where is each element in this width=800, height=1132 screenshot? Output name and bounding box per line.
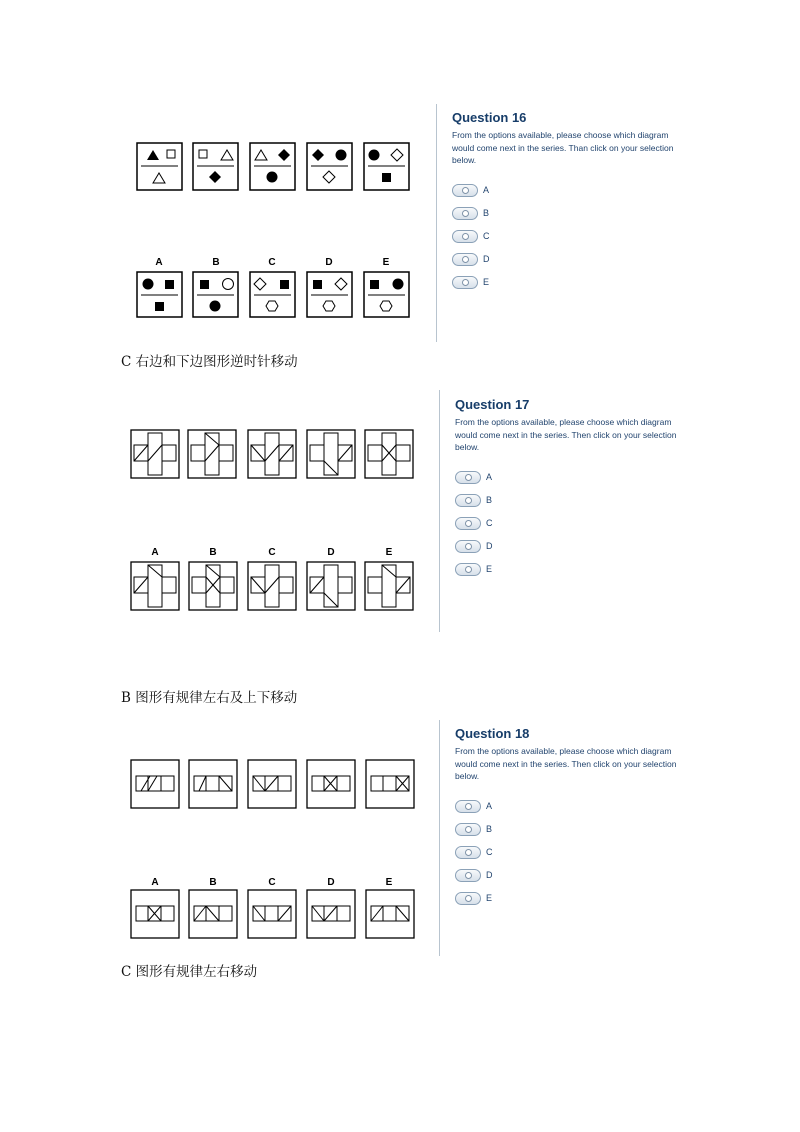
q18-opt-cell-d <box>307 890 355 938</box>
radio-dot-icon <box>462 187 469 194</box>
q18-seq-cell-4 <box>307 760 355 808</box>
q18-title: Question 18 <box>455 726 530 741</box>
q16-opt-label-d: D <box>325 257 333 268</box>
q18-divider <box>439 720 440 956</box>
q17-option-d[interactable] <box>455 535 695 558</box>
q18-radio-label-d: D <box>486 870 493 880</box>
q17-radio-label-c: C <box>486 518 493 528</box>
q18-seq-cell-3 <box>248 760 296 808</box>
q17-option-a[interactable] <box>455 466 695 489</box>
q16-option-c[interactable] <box>452 225 692 248</box>
q16-opt-label-c: C <box>268 257 276 268</box>
q16-radio-label-d: D <box>483 254 490 264</box>
q16-option-b[interactable] <box>452 202 692 225</box>
q18-radio-label-b: B <box>486 824 493 834</box>
q17-title: Question 17 <box>455 397 530 412</box>
q16-option-e[interactable] <box>452 271 692 294</box>
q16-radio-c[interactable] <box>452 230 478 243</box>
q18-radio-label-e: E <box>486 893 493 903</box>
q16-opt-label-a: A <box>155 257 163 268</box>
radio-dot-icon <box>462 279 469 286</box>
q17-option-e[interactable] <box>455 558 695 581</box>
q18-opt-cell-b <box>189 890 237 938</box>
q17-opt-label-b: B <box>209 547 217 558</box>
q18-radio-e[interactable] <box>455 892 481 905</box>
q17-radio-label-b: B <box>486 495 493 505</box>
radio-dot-icon <box>465 543 472 550</box>
q17-radio-d[interactable] <box>455 540 481 553</box>
q16-answer: C 右边和下边图形逆时针移动 <box>121 354 298 370</box>
q16-opt-label-e: E <box>382 257 390 268</box>
q16-radio-d[interactable] <box>452 253 478 266</box>
q18-radio-c[interactable] <box>455 846 481 859</box>
q18-panel <box>455 726 695 910</box>
radio-dot-icon <box>465 566 472 573</box>
q17-opt-label-a: A <box>151 547 159 558</box>
q17-option-b[interactable] <box>455 489 695 512</box>
q18-opt-label-c: C <box>268 877 276 888</box>
q18-option-a[interactable] <box>455 795 695 818</box>
q16-radio-b[interactable] <box>452 207 478 220</box>
radio-dot-icon <box>465 895 472 902</box>
q17-opt-label-e: E <box>385 547 393 558</box>
radio-dot-icon <box>462 233 469 240</box>
q16-radio-label-c: C <box>483 231 490 241</box>
q17-instruction: From the options available, please choose which diagram would come next in the series. Then click on your selection below. <box>455 417 677 452</box>
q18-option-d[interactable] <box>455 864 695 887</box>
q17-opt-label-d: D <box>327 547 335 558</box>
q18-radio-label-c: C <box>486 847 493 857</box>
q18-opt-label-d: D <box>327 877 335 888</box>
radio-dot-icon <box>462 210 469 217</box>
q16-radio-label-b: B <box>483 208 490 218</box>
q18-seq-cell-5 <box>366 760 414 808</box>
q17-radio-label-e: E <box>486 564 493 574</box>
q18-option-e[interactable] <box>455 887 695 910</box>
q16-radio-label-e: E <box>483 277 490 287</box>
q16-title: Question 16 <box>452 110 527 125</box>
radio-dot-icon <box>465 849 472 856</box>
q18-opt-label-a: A <box>151 877 159 888</box>
q16-radio-e[interactable] <box>452 276 478 289</box>
q17-answer: B 图形有规律左右及上下移动 <box>121 690 298 706</box>
q18-seq-cell-1 <box>131 760 179 808</box>
q16-radio-label-a: A <box>483 185 490 195</box>
q18-opt-label-b: B <box>209 877 217 888</box>
q18-opt-label-e: E <box>385 877 393 888</box>
q17-radio-c[interactable] <box>455 517 481 530</box>
q17-opt-label-c: C <box>268 547 276 558</box>
q16-option-a[interactable] <box>452 179 692 202</box>
q18-radio-b[interactable] <box>455 823 481 836</box>
q17-radio-b[interactable] <box>455 494 481 507</box>
q16-radio-a[interactable] <box>452 184 478 197</box>
radio-dot-icon <box>465 497 472 504</box>
q17-option-c[interactable] <box>455 512 695 535</box>
q18-radio-d[interactable] <box>455 869 481 882</box>
q18-radio-label-a: A <box>486 801 493 811</box>
q18-option-b[interactable] <box>455 818 695 841</box>
q18-seq-cell-2 <box>189 760 237 808</box>
q18-opt-cell-c <box>248 890 296 938</box>
q18-opt-cell-a <box>131 890 179 938</box>
q16-instruction: From the options available, please choose which diagram would come next in the series. Than click on your selection below. <box>452 130 674 165</box>
q17-radio-e[interactable] <box>455 563 481 576</box>
q16-panel <box>452 110 692 294</box>
q18-option-c[interactable] <box>455 841 695 864</box>
radio-dot-icon <box>465 872 472 879</box>
q17-radio-a[interactable] <box>455 471 481 484</box>
radio-dot-icon <box>465 803 472 810</box>
q17-radio-label-d: D <box>486 541 493 551</box>
q17-radio-label-a: A <box>486 472 493 482</box>
q18-radio-a[interactable] <box>455 800 481 813</box>
q16-opt-label-b: B <box>212 257 220 268</box>
q16-divider <box>436 104 437 342</box>
q18-answer: C 图形有规律左右移动 <box>121 964 258 980</box>
q16-option-d[interactable] <box>452 248 692 271</box>
q17-panel <box>455 397 695 581</box>
radio-dot-icon <box>465 520 472 527</box>
q17-divider <box>439 390 440 632</box>
q18-sequence <box>0 0 420 950</box>
radio-dot-icon <box>462 256 469 263</box>
radio-dot-icon <box>465 474 472 481</box>
q18-opt-cell-e <box>366 890 414 938</box>
q18-instruction: From the options available, please choose which diagram would come next in the series. Then click on your selection below. <box>455 746 677 781</box>
radio-dot-icon <box>465 826 472 833</box>
